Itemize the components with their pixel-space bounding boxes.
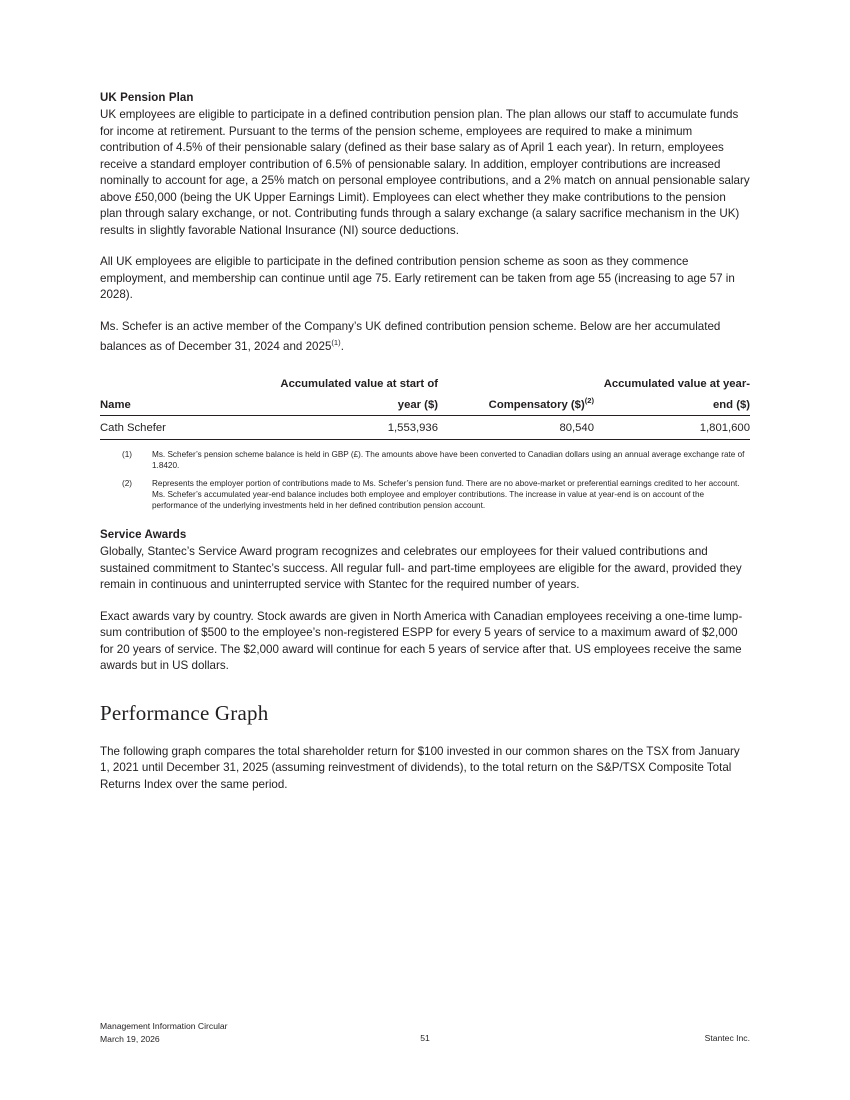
cell-end-value: 1,801,600 [594,416,750,440]
footnote-1-marker: (1) [122,450,133,460]
uk-pension-paragraph-2: All UK employees are eligible to participate in the defined contribution pension scheme as soon as they commence employment, and membership can continue until age 75. Early retirement can be taken from age 55 (increasing to age 57 in 2028). [100,255,735,301]
table-header-lower-row [100,394,750,415]
service-awards-heading: Service Awards [100,529,187,542]
paragraph-spacer [100,594,750,609]
header-end-line2: end ($) [594,394,750,415]
footer-company-name: Stantec Inc. [704,1033,750,1043]
footnote-ref-2: (2) [584,396,594,406]
section-spacer [100,675,750,701]
footer-date: March 19, 2026 [100,1033,160,1044]
footnote-2-text: Represents the employer portion of contributions made to Ms. Schefer’s pension fund. There are no above-market or preferential earnings credited to her account. Ms. Schefer’s accumulated year-end balance includes both employee and employer contributions. The increase in value at year-end is on account of the performance of the underlying investments held in her defined contribution pension account. [152,478,740,510]
uk-pension-paragraph-3-text: Ms. Schefer is an active member of the Company’s UK defined contribution pension scheme. Below are her accumulated balances as of December 31, 2024 and 2025 [100,319,721,353]
pension-balances-table [100,377,750,440]
header-compensatory-text: Compensatory ($) [488,399,585,412]
table-row [100,416,750,440]
footnote-2 [122,478,750,512]
performance-graph-heading: Performance Graph [100,700,269,725]
page-content [100,92,750,793]
section-spacer [100,517,750,529]
uk-pension-heading: UK Pension Plan [100,92,194,104]
header-start-line2: year ($) [269,394,438,415]
table-body [100,416,750,440]
header-name: Name [100,394,269,415]
service-awards-paragraph-1: Globally, Stantec’s Service Award program recognizes and celebrates our employees for their valued contributions and sustained commitment to Stantec’s success. All regular full- and part-time employees are eligible for the award, provided they remain in continuous and uninterrupted service with Stantec for the required number of years. [100,545,742,592]
heading-spacer [100,726,750,744]
footnote-ref-1: (1) [331,338,341,347]
table-header [100,377,750,415]
uk-pension-paragraph-1: UK employees are eligible to participate in a defined contribution pension plan. The plan allows our staff to accumulate funds for income at retirement. Pursuant to the terms of the pension scheme, employees are required to make a minimum contribution of 4.5% of their pensionable salary (defined as their base salary as of April 1 each year). In return, employees receive a standard employer contribution of 6.5% of pensionable salary. In addition, employer contributions are increased nominally to account for age, a 25% match on personal employee contributions, and a 2% match on annual pensionable salary above £50,000 (being the UK Upper Earnings Limit). Employees can elect whether they make contributions to the pension plan through salary exchange, or not. Contributing funds through a salary exchange (a salary sacrifice mechanism in the UK) results in slightly favorable National Insurance (NI) source deductions. [100,108,750,237]
service-awards-paragraph-2: Exact awards vary by country. Stock awards are given in North America with Canadian employees receiving a one-time lump-sum contribution of $500 to the employee’s non-registered ESPP for every 5 years of service to a maximum award of $2,000 for 20 years of service. The $2,000 award will continue for each 5 years of service after that. US employees receive the same awards but in US dollars. [100,609,743,673]
footnote-2-marker: (2) [122,478,133,488]
table-header-upper-row [100,377,750,394]
paragraph-spacer [100,239,750,254]
header-end-line1: Accumulated value at year- [603,378,750,391]
cell-name: Cath Schefer [100,416,269,440]
footer-document-title: Management Information Circular [100,1021,228,1031]
performance-graph-paragraph-1: The following graph compares the total shareholder return for $100 invested in our common shares on the TSX from January 1, 2021 until December 31, 2025 (assuming reinvestment of dividends), to the total return on the S&P/TSX Composite Total Returns Index over the same period. [100,744,740,791]
footer-page-number: 51 [420,1033,430,1043]
header-start-line1: Accumulated value at start of [280,378,438,391]
uk-pension-paragraph-3 [100,319,750,356]
footnotes-block [100,449,750,511]
cell-start-value: 1,553,936 [269,416,438,440]
footnote-1-text: Ms. Schefer’s pension scheme balance is held in GBP (£). The amounts above have been converted to Canadian dollars using an annual average exchange rate of 1.8420. [152,450,745,471]
header-comp-blank [438,377,594,394]
footnote-1 [122,449,750,471]
uk-pension-paragraph-3-end: . [340,339,344,353]
paragraph-spacer [100,304,750,319]
cell-compensatory: 80,540 [438,416,594,440]
header-blank [100,377,269,394]
header-compensatory [438,394,594,415]
